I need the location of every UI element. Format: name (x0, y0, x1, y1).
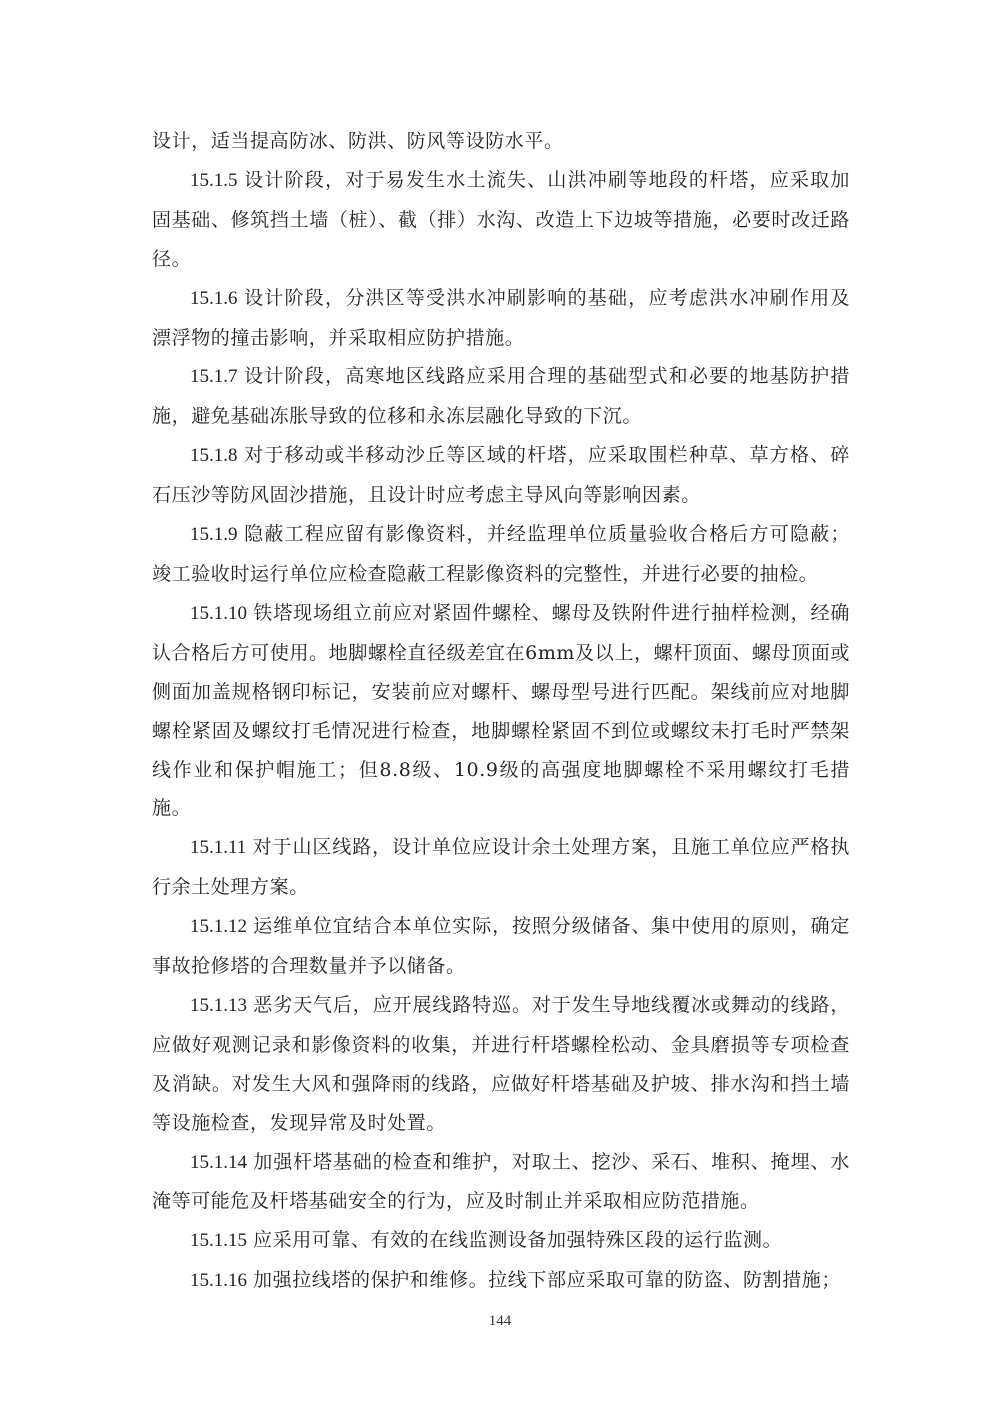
clause-15-1-12 (152, 907, 850, 986)
clause-text: 应采用可靠、有效的在线监测设备加强特殊区段的运行监测。 (253, 1229, 783, 1252)
clause-15-1-10 (152, 594, 850, 828)
clause-15-1-5 (152, 161, 850, 279)
clause-15-1-8 (152, 436, 850, 515)
clause-15-1-7 (152, 357, 850, 436)
clause-number: 15.1.15 (190, 1230, 247, 1252)
clause-number: 15.1.8 (190, 445, 238, 467)
clause-text: 设计阶段，高寒地区线路应采用合理的基础型式和必要的地基防护措施，避免基础冻胀导致的位移和永冻层融化导致的下沉。 (152, 365, 850, 428)
clause-text: 设计阶段，分洪区等受洪水冲刷影响的基础，应考虑洪水冲刷作用及漂浮物的撞击影响，并采取相应防护措施。 (152, 286, 850, 349)
clause-number: 15.1.12 (190, 916, 247, 938)
body-text (152, 122, 850, 1301)
clause-15-1-16 (152, 1261, 850, 1301)
clause-number: 15.1.5 (190, 169, 238, 191)
clause-number: 15.1.9 (190, 524, 238, 546)
clause-15-1-13 (152, 986, 850, 1143)
clause-text: 铁塔现场组立前应对紧固件螺栓、螺母及铁附件进行抽样检测，经确认合格后方可使用。地脚螺栓直径级差宜在6mm及以上，螺杆顶面、螺母顶面或侧面加盖规格钢印标记，安装前应对螺杆、螺母型号进行匹配。架线前应对地脚螺栓紧固及螺纹打毛情况进行检查，地脚螺栓紧固不到位或螺纹未打毛时严禁架线作业和保护帽施工；但8.8级、10.9级的高强度地脚螺栓不采用螺纹打毛措施。 (152, 601, 850, 820)
clause-number: 15.1.16 (190, 1270, 247, 1292)
clause-text: 加强拉线塔的保护和维修。拉线下部应采取可靠的防盗、防割措施； (253, 1269, 842, 1292)
page-number: 144 (488, 1313, 512, 1329)
clause-15-1-6 (152, 279, 850, 358)
clause-number: 15.1.11 (190, 837, 247, 859)
clause-text: 对于移动或半移动沙丘等区域的杆塔，应采取围栏种草、草方格、碎石压沙等防风固沙措施，且设计时应考虑主导风向等影响因素。 (152, 444, 850, 507)
paragraph-continued (152, 122, 850, 161)
clause-text: 加强杆塔基础的检查和维护，对取土、挖沙、采石、堆积、掩埋、水淹等可能危及杆塔基础安全的行为，应及时制止并采取相应防范措施。 (152, 1150, 850, 1213)
clause-number: 15.1.7 (190, 366, 238, 388)
clause-text: 对于山区线路，设计单位应设计余土处理方案，且施工单位应严格执行余土处理方案。 (152, 836, 850, 899)
clause-text: 运维单位宜结合本单位实际，按照分级储备、集中使用的原则，确定事故抢修塔的合理数量并予以储备。 (152, 915, 850, 978)
clause-text: 设计阶段，对于易发生水土流失、山洪冲刷等地段的杆塔，应采取加固基础、修筑挡土墙（桩）、截（排）水沟、改造上下边坡等措施，必要时改迁路径。 (152, 168, 850, 270)
paragraph-text: 设计，适当提高防冰、防洪、防风等设防水平。 (152, 130, 564, 152)
clause-15-1-9 (152, 515, 850, 594)
clause-text: 恶劣天气后，应开展线路特巡。对于发生导地线覆冰或舞动的线路，应做好观测记录和影像资料的收集，并进行杆塔螺栓松动、金具磨损等专项检查及消缺。对发生大风和强降雨的线路，应做好杆塔基础及护坡、排水沟和挡土墙等设施检查，发现异常及时处置。 (152, 993, 850, 1134)
clause-number: 15.1.6 (190, 287, 238, 309)
clause-15-1-15 (152, 1221, 850, 1261)
clause-number: 15.1.13 (190, 994, 247, 1016)
clause-number: 15.1.10 (190, 602, 247, 624)
clause-15-1-14 (152, 1143, 850, 1222)
clause-number: 15.1.14 (190, 1151, 247, 1173)
clause-15-1-11 (152, 828, 850, 907)
clause-text: 隐蔽工程应留有影像资料，并经监理单位质量验收合格后方可隐蔽；竣工验收时运行单位应检查隐蔽工程影像资料的完整性，并进行必要的抽检。 (152, 523, 850, 585)
